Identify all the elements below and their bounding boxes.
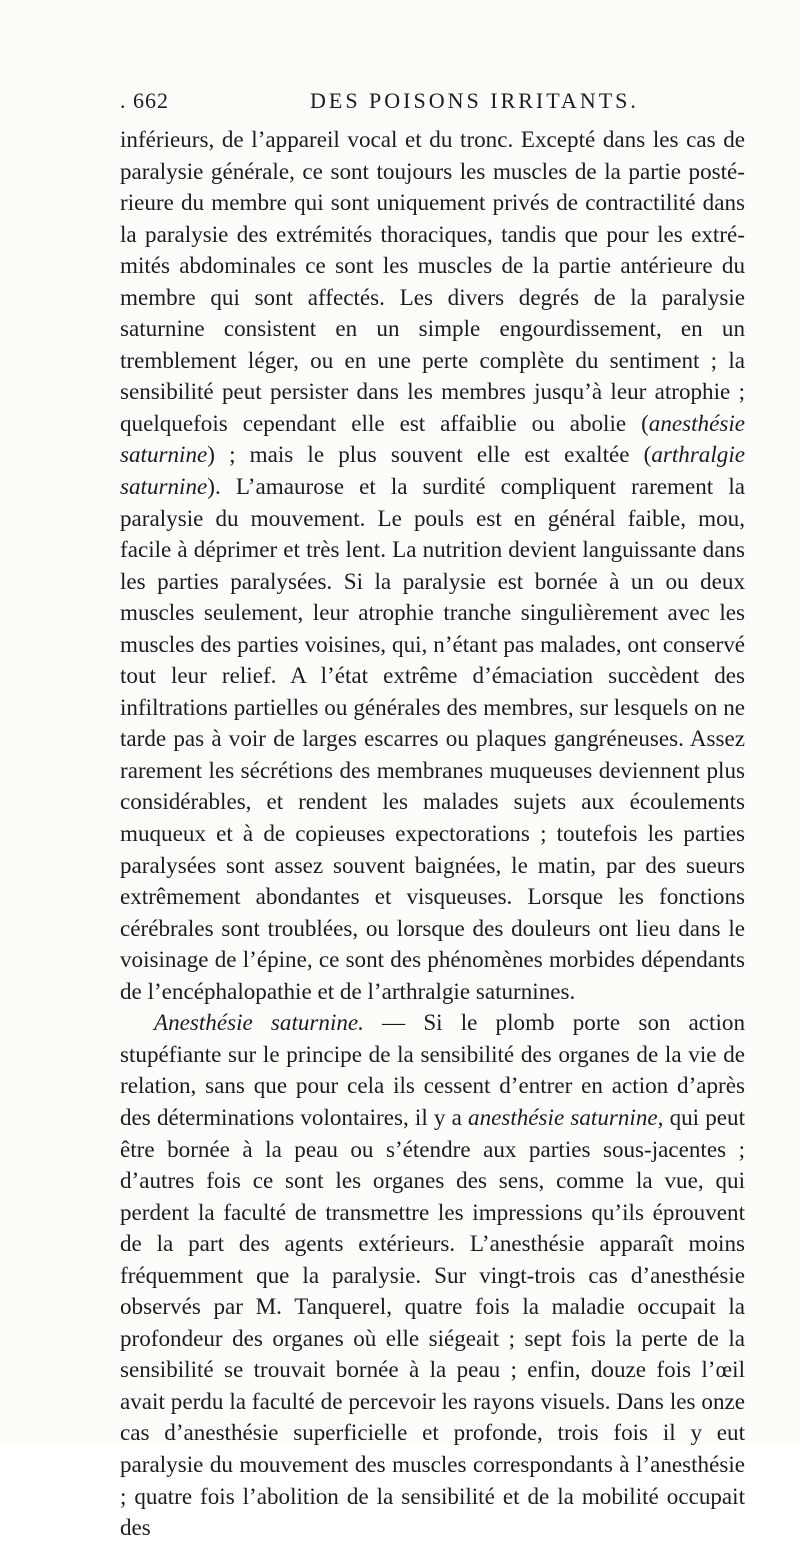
page-header <box>120 88 745 118</box>
paragraph-symptoms: inférieurs, de l’appareil vocal et du tronc. Excepté dans les cas de paralysie générale, ce sont toujours les muscles de la partie postérieure du membre qui sont uniquement privés de contractilité dans la paralysie des extrémités thoraciques, tandis que pour les extrémités abdominales ce sont les muscles de la partie antérieure du membre qui sont affectés. Les divers degrés de la paralysie saturnine consistent en un simple engourdissement, en un tremblement léger, ou en une perte complète du sentiment ; la sensibilité peut persister dans les membres jusqu’à leur atrophie ; quelquefois cependant elle est affaiblie ou abolie (anesthésie saturnine) ; mais le plus souvent elle est exaltée (arthralgie saturnine). L’amaurose et la surdité compliquent rarement la paralysie du mouvement. Le pouls est en général faible, mou, facile à déprimer et très lent. La nutrition devient languissante dans les parties paralysées. Si la paralysie est bornée à un ou deux muscles seulement, leur atrophie tranche singulièrement avec les muscles des parties voisines, qui, n’étant pas malades, ont conservé tout leur relief. A l’état extrême d’émaciation succèdent des infiltrations partielles ou générales des membres, sur lesquels on ne tarde pas à voir de larges escarres ou plaques gangréneuses. Assez rarement les sécrétions des membranes muqueuses deviennent plus considérables, et rendent les malades sujets aux écoulements muqueux et à de copieuses expectorations ; toutefois les parties paralysées sont assez souvent baignées, le matin, par des sueurs extrêmement abondantes et visqueuses. Lorsque les fonctions cérébrales sont troublées, ou lorsque des douleurs ont lieu dans le voisinage de l’épine, ce sont des phénomènes morbides dépendants de l’encéphalopathie et de l’arthralgie saturnines. <box>120 126 745 1004</box>
term-arthralgie-saturnine: arthralgie saturnine <box>120 441 745 500</box>
section-heading-anesthesie: Anesthésie saturnine. <box>154 1009 364 1036</box>
running-head: DES POISONS IRRITANTS. <box>310 88 639 113</box>
term-anesthesie-saturnine-2: anesthésie saturnine, <box>468 1103 664 1130</box>
page-number: . 662 <box>120 88 169 113</box>
body-text <box>120 124 745 1544</box>
term-anesthesie-saturnine: anesthésie saturnine <box>120 409 745 468</box>
paragraph-anesthesie: Anesthésie saturnine. — Si le plomb porte son action stupéfiante sur le principe de la sensibilité des organes de la vie de relation, sans que pour cela ils cessent d’entrer en action d’après des déterminations volontaires, il y a anesthésie saturnine, qui peut être bornée à la peau ou s’étendre aux parties sous-jacentes ; d’autres fois ce sont les organes des sens, comme la vue, qui perdent la faculté de transmettre les impressions qu’ils éprouvent de la part des agents extérieurs. L’anesthésie apparaît moins fréquemment que la paralysie. Sur vingt-trois cas d’anesthésie observés par M. Tanquerel, quatre fois la maladie occupait la profondeur des organes où elle siégeait ; sept fois la perte de la sensibilité se trouvait bornée à la peau ; enfin, douze fois l’œil avait perdu la faculté de percevoir les rayons visuels. Dans les onze cas d’anesthésie superficielle et profonde, trois fois il y eut paralysie du mouvement des muscles correspondants à l’anesthésie ; quatre fois l’abolition de la sensibilité et de la mobilité occupait des <box>120 1009 745 1541</box>
